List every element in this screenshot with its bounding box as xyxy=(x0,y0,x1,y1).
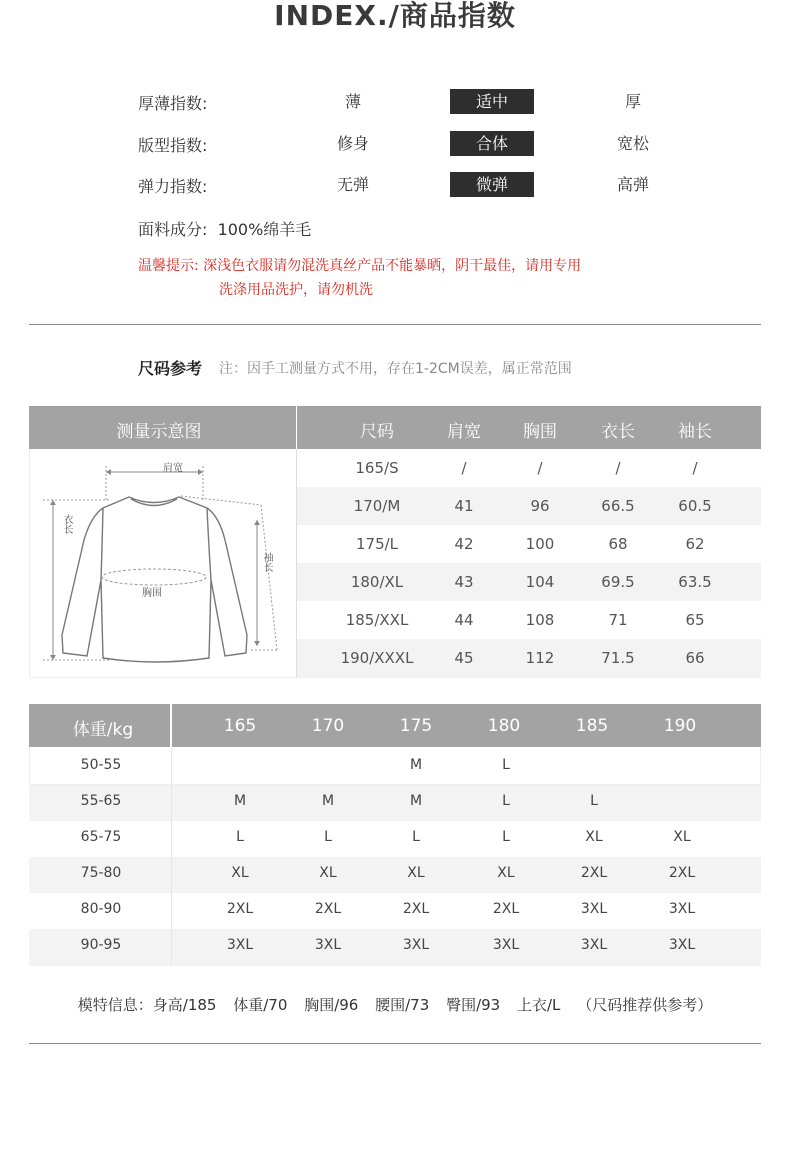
row-bg xyxy=(29,929,761,966)
cell-sleeve: 62 xyxy=(685,535,705,553)
thickness-option-thin: 薄 xyxy=(344,92,361,111)
fit-label: 版型指数: xyxy=(138,136,208,155)
model-info xyxy=(0,994,790,1015)
row-bg xyxy=(29,747,761,785)
row-bg xyxy=(29,857,761,893)
column-divider xyxy=(171,747,172,966)
weight-table-header xyxy=(29,704,761,747)
diagram-header: 测量示意图 xyxy=(116,422,202,442)
weight-cell: 65-75 xyxy=(80,829,122,845)
cell-chest: / xyxy=(537,459,543,477)
cell-length: 69.5 xyxy=(601,573,635,591)
stretch-option-none: 无弹 xyxy=(336,175,369,194)
fabric-composition: 面料成分: 100%绵羊毛 xyxy=(138,220,312,239)
cell-size: 165/S xyxy=(355,459,399,477)
size-cell: L xyxy=(412,829,420,845)
cell-shoulder: 45 xyxy=(454,649,474,667)
weight-cell: 90-95 xyxy=(80,937,122,953)
cell-sleeve: 65 xyxy=(685,611,705,629)
diagram-label-sleeve: 袖长 xyxy=(261,552,272,572)
size-cell: L xyxy=(502,757,510,773)
cell-chest: 108 xyxy=(525,611,555,629)
size-cell: 3XL xyxy=(668,901,696,917)
cell-chest: 112 xyxy=(525,649,555,667)
stretch-option-slight: 微弹 xyxy=(450,172,534,197)
fit-option-loose: 宽松 xyxy=(616,134,649,153)
stretch-index-row xyxy=(0,172,790,198)
size-cell: L xyxy=(502,793,510,809)
height-170: 170 xyxy=(311,716,345,736)
cell-size: 180/XL xyxy=(350,573,404,591)
fit-option-regular: 合体 xyxy=(450,131,534,156)
diagram-label-shoulder: 肩宽 xyxy=(163,463,183,474)
model-chest: 胸围/96 xyxy=(304,996,359,1014)
thickness-option-thick: 厚 xyxy=(624,92,641,111)
cell-shoulder: 43 xyxy=(454,573,474,591)
divider xyxy=(29,324,761,325)
size-cell: XL xyxy=(407,865,425,881)
size-cell: M xyxy=(321,793,335,809)
height-165: 165 xyxy=(223,716,257,736)
size-cell: 2XL xyxy=(580,865,608,881)
cell-length: 66.5 xyxy=(601,497,635,515)
thickness-label: 厚薄指数: xyxy=(138,94,208,113)
size-cell: 2XL xyxy=(402,901,430,917)
size-cell: M xyxy=(233,793,247,809)
size-cell: 3XL xyxy=(226,937,254,953)
weight-cell: 55-65 xyxy=(80,793,122,809)
cell-length: 68 xyxy=(608,535,628,553)
thickness-option-medium: 适中 xyxy=(450,89,534,114)
cell-shoulder: 41 xyxy=(454,497,474,515)
model-weight: 体重/70 xyxy=(233,996,288,1014)
size-cell: 3XL xyxy=(492,937,520,953)
row-bg xyxy=(29,785,761,821)
diagram-label-length: 衣长 xyxy=(61,514,72,534)
cell-size: 190/XXXL xyxy=(340,649,414,667)
cell-size: 175/L xyxy=(355,535,399,553)
header-divider xyxy=(296,406,297,449)
cell-shoulder: / xyxy=(461,459,467,477)
height-185: 185 xyxy=(575,716,609,736)
size-reference-note: 注：因手工测量方式不用，存在1-2CM误差，属正常范围 xyxy=(219,361,572,377)
cell-size: 185/XXL xyxy=(345,611,409,629)
size-cell: 2XL xyxy=(668,865,696,881)
divider xyxy=(29,1043,761,1044)
height-180: 180 xyxy=(487,716,521,736)
size-cell: 2XL xyxy=(492,901,520,917)
cell-chest: 104 xyxy=(525,573,555,591)
model-height: 模特信息：身高/185 xyxy=(77,996,217,1014)
weight-cell: 80-90 xyxy=(80,901,122,917)
fit-option-slim: 修身 xyxy=(336,134,369,153)
diagram-label-chest: 胸围 xyxy=(142,588,162,599)
size-reference-title: 尺码参考 xyxy=(138,359,203,378)
size-cell: 3XL xyxy=(402,937,430,953)
size-cell: 3XL xyxy=(314,937,342,953)
model-hip: 臀围/93 xyxy=(446,996,501,1014)
cell-sleeve: 63.5 xyxy=(678,573,712,591)
size-table xyxy=(29,406,761,678)
header-chest: 胸围 xyxy=(523,422,557,442)
size-cell: L xyxy=(236,829,244,845)
cell-sleeve: 66 xyxy=(685,649,705,667)
weight-height-table xyxy=(29,704,761,966)
cell-length: / xyxy=(615,459,621,477)
size-cell: 3XL xyxy=(580,937,608,953)
cell-shoulder: 44 xyxy=(454,611,474,629)
care-tip-line-2: 洗涤用品洗护，请勿机洗 xyxy=(219,282,373,298)
size-cell: 2XL xyxy=(314,901,342,917)
size-cell: 3XL xyxy=(580,901,608,917)
cell-shoulder: 42 xyxy=(454,535,474,553)
size-cell: M xyxy=(409,793,423,809)
cell-sleeve: 60.5 xyxy=(678,497,712,515)
thickness-index-row xyxy=(0,89,790,115)
size-cell: XL xyxy=(231,865,249,881)
size-cell: 3XL xyxy=(668,937,696,953)
model-top-size: 上衣/L xyxy=(517,996,561,1014)
size-cell: XL xyxy=(585,829,603,845)
size-cell: L xyxy=(590,793,598,809)
height-175: 175 xyxy=(399,716,433,736)
header-size: 尺码 xyxy=(360,422,394,442)
size-cell: XL xyxy=(673,829,691,845)
header-sleeve: 袖长 xyxy=(678,422,712,442)
weight-cell: 50-55 xyxy=(80,757,122,773)
height-190: 190 xyxy=(663,716,697,736)
size-cell: XL xyxy=(497,865,515,881)
corner-weight-kg: 体重/kg xyxy=(72,720,134,740)
fit-index-row xyxy=(0,131,790,157)
cell-length: 71.5 xyxy=(601,649,635,667)
model-note: （尺码推荐供参考） xyxy=(577,996,713,1014)
model-waist: 腰围/73 xyxy=(375,996,430,1014)
weight-cell: 75-80 xyxy=(80,865,122,881)
stretch-label: 弹力指数: xyxy=(138,177,208,196)
header-shoulder: 肩宽 xyxy=(447,422,481,442)
size-cell: 2XL xyxy=(226,901,254,917)
size-cell: XL xyxy=(319,865,337,881)
cell-length: 71 xyxy=(608,611,628,629)
size-cell: L xyxy=(502,829,510,845)
care-tip xyxy=(138,254,581,302)
sweater-measurement-diagram xyxy=(29,450,295,677)
cell-sleeve: / xyxy=(692,459,698,477)
cell-chest: 96 xyxy=(530,497,550,515)
header-length: 衣长 xyxy=(601,422,635,442)
size-cell: L xyxy=(324,829,332,845)
cell-size: 170/M xyxy=(353,497,401,515)
header-divider xyxy=(170,704,172,747)
care-tip-line-1: 温馨提示: 深浅色衣服请勿混洗真丝产品不能暴晒，阴干最佳，请用专用 xyxy=(138,258,582,274)
cell-chest: 100 xyxy=(525,535,555,553)
stretch-option-high: 高弹 xyxy=(616,175,649,194)
size-cell: M xyxy=(409,757,423,773)
page-title: INDEX./商品指数 xyxy=(274,0,516,32)
